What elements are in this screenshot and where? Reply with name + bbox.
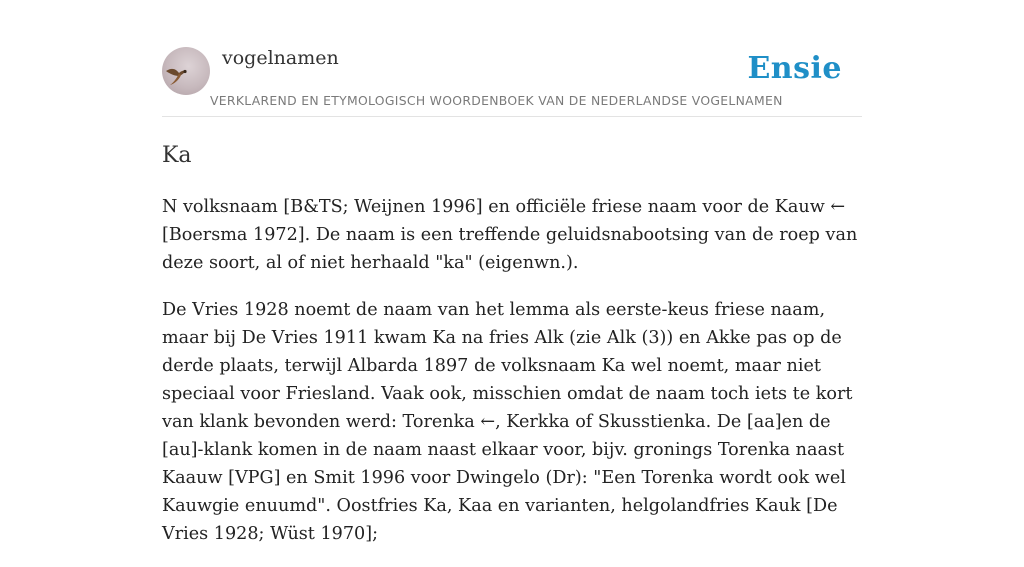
site-subtitle: VERKLAREND EN ETYMOLOGISCH WOORDENBOEK VAN DE NEDERLANDSE VOGELNAMEN (210, 93, 783, 108)
entry-paragraph: De Vries 1928 noemt de naam van het lemma als eerste-keus friese naam, maar bij De Vries 1911 kwam Ka na fries Alk (zie Alk (3)) en Akke pas op de derde plaats, terwijl Albarda 1897 de volksnaam Ka wel noemt, maar niet speciaal voor Friesland. Vaak ook, misschien omdat de naam toch iets te kort van klank bevonden werd: Torenka ←, Kerkka of Skusstienka. De [aa]en de [au]-klank komen in de naam naast elkaar voor, bijv. gronings Torenka naast Kaauw [VPG] en Smit 1996 voor Dwingelo (Dr): "Een Torenka wordt ook wel Kauwgie enuumd". Oostfries Ka, Kaa en varianten, helgolandfries Kauk [De Vries 1928; Wüst 1970]; (162, 300, 853, 544)
bird-in-flight-icon (162, 47, 210, 95)
page (162, 0, 862, 567)
site-name-link[interactable]: vogelnamen (222, 47, 339, 69)
entry-title: Ka (162, 143, 192, 168)
entry-body (162, 193, 862, 548)
site-avatar[interactable] (162, 47, 210, 95)
ensie-logo[interactable]: Ensie (747, 51, 842, 86)
site-header (162, 0, 862, 117)
entry-paragraph: N volksnaam [B&TS; Weijnen 1996] en officiële friese naam voor de Kauw ← [Boersma 1972]. De naam is een treffende geluidsnabootsing van de roep van deze soort, al of niet herhaald "ka" (eigenwn.). (162, 197, 858, 273)
